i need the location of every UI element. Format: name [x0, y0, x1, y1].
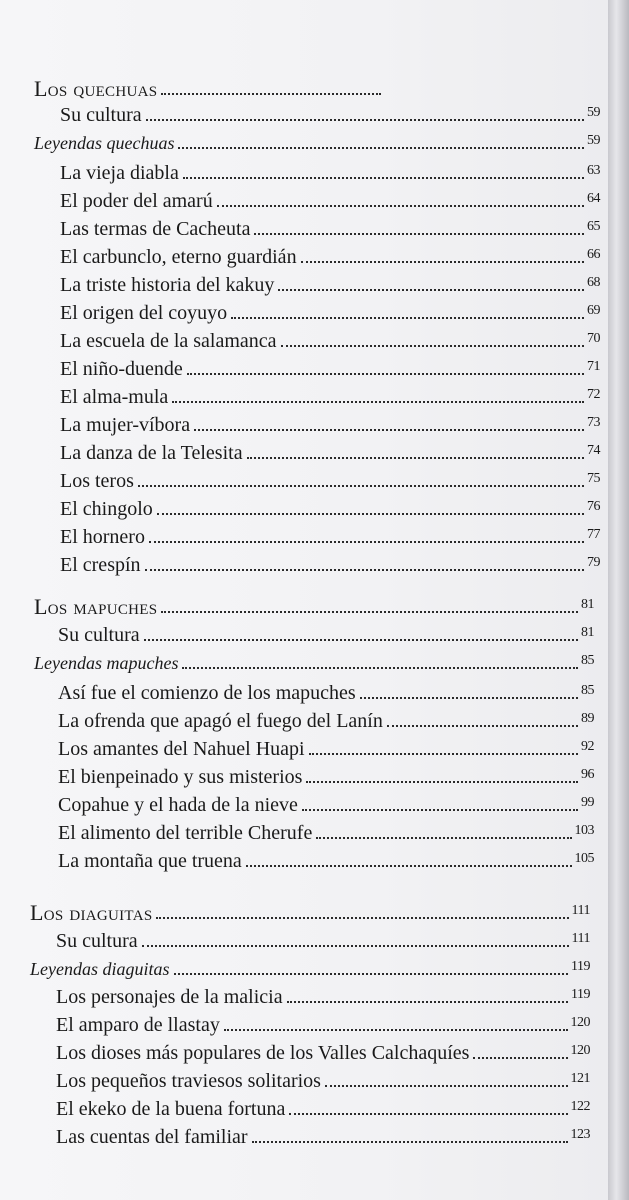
toc-entry-label: El amparo de llastay	[56, 1014, 220, 1036]
toc-entry-label: El hornero	[60, 526, 145, 548]
dot-leader	[325, 1085, 568, 1087]
dot-leader	[161, 93, 381, 95]
toc-page-number: 120	[570, 1043, 590, 1058]
dot-leader	[149, 541, 584, 543]
toc-entry[interactable]	[0, 324, 612, 352]
toc-entry[interactable]	[0, 646, 612, 674]
toc-entry-label: Su cultura	[60, 104, 142, 126]
toc-entry-label: Las termas de Cacheuta	[60, 218, 251, 240]
toc-page-number: 96	[581, 767, 594, 782]
toc-page-number: 85	[581, 653, 594, 668]
toc-page-number: 68	[587, 275, 600, 290]
toc-entry-label: Los pequeños traviesos solitarios	[56, 1070, 321, 1092]
toc-entry-label: La triste historia del kakuy	[60, 274, 275, 296]
toc-entry[interactable]	[0, 1120, 612, 1148]
toc-page-number: 105	[574, 851, 594, 866]
dot-leader	[182, 667, 578, 669]
toc-entry-label: Leyendas mapuches	[34, 653, 179, 673]
toc-page-number: 74	[587, 443, 600, 458]
toc-entry-label: Los teros	[60, 470, 134, 492]
dot-leader	[387, 725, 578, 727]
toc-entry-label: Los personajes de la malicia	[56, 986, 283, 1008]
toc-entry-label: El alma-mula	[60, 386, 169, 408]
toc-page-number: 59	[587, 133, 600, 148]
dot-leader	[302, 809, 578, 811]
toc-entry-label: El bienpeinado y sus misterios	[58, 766, 303, 788]
toc-page-number: 76	[587, 499, 600, 514]
toc-entry[interactable]	[0, 788, 612, 816]
toc-entry[interactable]	[0, 520, 612, 548]
toc-entry[interactable]	[0, 618, 612, 646]
dot-leader	[183, 177, 584, 179]
toc-entry-label: La montaña que truena	[58, 850, 242, 872]
toc-page-number: 75	[587, 471, 600, 486]
toc-entry[interactable]	[0, 156, 612, 184]
toc-heading[interactable]	[0, 896, 612, 924]
dot-leader	[178, 147, 584, 149]
toc-entry-label: La mujer-víbora	[60, 414, 191, 436]
toc-page-number: 99	[581, 795, 594, 810]
toc-page-number: 111	[571, 931, 590, 946]
dot-leader	[254, 233, 584, 235]
toc-entry[interactable]	[0, 952, 612, 980]
toc-heading[interactable]	[0, 590, 612, 618]
dot-leader	[144, 639, 578, 641]
toc-entry-label: El origen del coyuyo	[60, 302, 228, 324]
dot-leader	[145, 569, 584, 571]
toc-entry-label: Copahue y el hada de la nieve	[58, 794, 298, 816]
toc-page-number: 72	[587, 387, 600, 402]
toc-page-number: 79	[587, 555, 600, 570]
toc-entry-label: La vieja diabla	[60, 162, 179, 184]
toc-entry[interactable]	[0, 126, 612, 154]
toc-entry[interactable]	[0, 380, 612, 408]
toc-entry[interactable]	[0, 844, 612, 872]
toc-heading-label: Los quechuas	[34, 76, 158, 101]
toc-entry-label: Las cuentas del familiar	[56, 1126, 248, 1148]
toc-page-number: 81	[581, 625, 594, 640]
toc-page-number: 64	[587, 191, 600, 206]
toc-entry[interactable]	[0, 98, 612, 126]
toc-entry[interactable]	[0, 1008, 612, 1036]
toc-entry-label: Los amantes del Nahuel Huapi	[58, 738, 305, 760]
dot-leader	[217, 205, 584, 207]
toc-entry-label: Los dioses más populares de los Valles Calchaquíes	[56, 1042, 470, 1064]
toc-page-number: 69	[587, 303, 600, 318]
toc-page-number: 70	[587, 331, 600, 346]
toc-page-number: 85	[581, 683, 594, 698]
toc-entry-label: El chingolo	[60, 498, 153, 520]
dot-leader	[231, 317, 584, 319]
toc-heading-label: Los mapuches	[34, 594, 158, 619]
toc-entry-label: La danza de la Telesita	[60, 442, 243, 464]
toc-entry-label: El carbunclo, eterno guardián	[60, 246, 297, 268]
toc-entry-label: Leyendas diaguitas	[30, 959, 170, 979]
toc-heading[interactable]	[0, 72, 612, 100]
dot-leader	[172, 401, 584, 403]
toc-entry-label: La ofrenda que apagó el fuego del Lanín	[58, 710, 383, 732]
toc-page-number: 122	[570, 1099, 590, 1114]
dot-leader	[142, 945, 569, 947]
dot-leader	[316, 837, 571, 839]
dot-leader	[306, 781, 578, 783]
toc-entry-label: El niño-duende	[60, 358, 183, 380]
dot-leader	[156, 917, 568, 919]
dot-leader	[252, 1141, 568, 1143]
dot-leader	[281, 345, 584, 347]
toc-heading-label: Los diaguitas	[30, 900, 153, 925]
dot-leader	[194, 429, 584, 431]
toc-page-number: 73	[587, 415, 600, 430]
dot-leader	[247, 457, 584, 459]
dot-leader	[360, 697, 578, 699]
toc-page-number: 89	[581, 711, 594, 726]
toc-entry[interactable]	[0, 296, 612, 324]
toc-entry[interactable]	[0, 212, 612, 240]
toc-page-number: 119	[571, 987, 590, 1002]
toc-entry[interactable]	[0, 352, 612, 380]
toc-entry-label: Leyendas quechuas	[34, 133, 175, 153]
toc-page-number: 92	[581, 739, 594, 754]
toc-page-number: 120	[570, 1015, 590, 1030]
toc-page-number: 119	[571, 959, 590, 974]
dot-leader	[301, 261, 584, 263]
toc-page-number: 123	[570, 1127, 590, 1142]
toc-entry-label: El alimento del terrible Cherufe	[58, 822, 313, 844]
toc-entry[interactable]	[0, 464, 612, 492]
dot-leader	[287, 1001, 568, 1003]
toc-page-number: 77	[587, 527, 600, 542]
toc-entry[interactable]	[0, 240, 612, 268]
toc-entry[interactable]	[0, 268, 612, 296]
dot-leader	[161, 611, 578, 613]
dot-leader	[174, 973, 569, 975]
toc-entry-label: El poder del amarú	[60, 190, 213, 212]
toc-entry[interactable]	[0, 676, 612, 704]
toc-entry[interactable]	[0, 1092, 612, 1120]
toc-page-number: 63	[587, 163, 600, 178]
toc-entry[interactable]	[0, 492, 612, 520]
toc-entry[interactable]	[0, 760, 612, 788]
toc-entry[interactable]	[0, 548, 612, 576]
dot-leader	[146, 119, 584, 121]
dot-leader	[278, 289, 584, 291]
dot-leader	[138, 485, 584, 487]
toc-entry[interactable]	[0, 980, 612, 1008]
toc-entry[interactable]	[0, 1036, 612, 1064]
toc-page-number: 121	[570, 1071, 590, 1086]
toc-entry-label: La escuela de la salamanca	[60, 330, 277, 352]
toc-page-number: 59	[587, 105, 600, 120]
toc-page-number: 81	[581, 597, 594, 612]
toc-page-number: 65	[587, 219, 600, 234]
dot-leader	[157, 513, 584, 515]
toc-entry-label: El ekeko de la buena fortuna	[56, 1098, 286, 1120]
dot-leader	[187, 373, 584, 375]
toc-entry[interactable]	[0, 408, 612, 436]
toc-page-number: 66	[587, 247, 600, 262]
toc-page-number: 111	[571, 903, 590, 918]
toc-entry[interactable]	[0, 184, 612, 212]
dot-leader	[309, 753, 578, 755]
toc-entry-label: Su cultura	[56, 930, 138, 952]
toc-entry[interactable]	[0, 436, 612, 464]
toc-entry[interactable]	[0, 732, 612, 760]
toc-page-number: 71	[587, 359, 600, 374]
toc-entry[interactable]	[0, 816, 612, 844]
dot-leader	[224, 1029, 568, 1031]
toc-page-number: 103	[574, 823, 594, 838]
dot-leader	[246, 865, 572, 867]
toc-entry[interactable]	[0, 704, 612, 732]
dot-leader	[473, 1057, 567, 1059]
dot-leader	[289, 1113, 567, 1115]
toc-entry-label: Su cultura	[58, 624, 140, 646]
toc-entry-label: Así fue el comienzo de los mapuches	[58, 682, 356, 704]
toc-entry[interactable]	[0, 924, 612, 952]
toc-entry[interactable]	[0, 1064, 612, 1092]
toc-entry-label: El crespín	[60, 554, 141, 576]
